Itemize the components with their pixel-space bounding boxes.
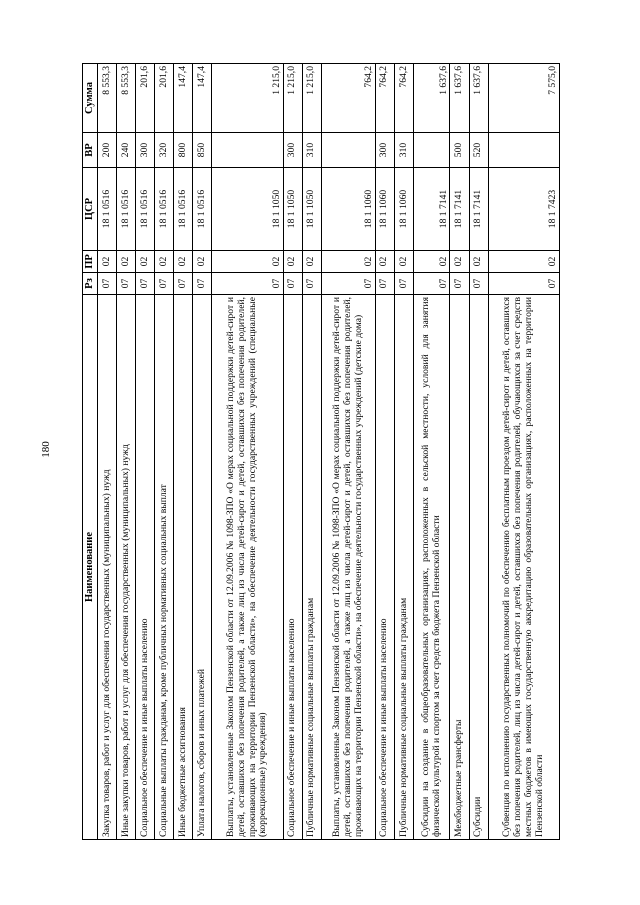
table-row bbox=[488, 64, 559, 840]
cell-rz: 07 bbox=[469, 273, 488, 295]
cell-vr: 240 bbox=[117, 133, 136, 168]
table-row bbox=[283, 64, 302, 840]
cell-name: Выплаты, установленные Законом Пензенской области от 12.09.2006 № 1098-ЗПО «О мерах социальной поддержки детей-сирот и детей, оставшихся без попечения родителей, а также лиц из числа детей-сирот и детей, оставшихся без попечения родителей, проживающих на территории Пензенской области», на обеспечение деятельности государственных учреждений (специальные (коррекционные) учреждения) bbox=[212, 295, 283, 840]
rotated-page-content bbox=[82, 64, 560, 840]
cell-vr bbox=[413, 133, 450, 168]
cell-vr: 300 bbox=[375, 133, 394, 168]
cell-rz: 07 bbox=[98, 273, 117, 295]
cell-name: Субвенция по исполнению государственных полномочий по обеспечению бесплатным проездом детей-сирот и детей, оставшихся без попечения родителей, лиц из числа детей-сирот и детей, оставшихся без попечения родителей, обучающихся за счет средств местных бюджетов в имеющих государственную аккредитацию образовательных организациях, расположенных на территории Пензенской области bbox=[488, 295, 559, 840]
cell-vr: 310 bbox=[394, 133, 413, 168]
cell-sum: 8 553,3 bbox=[98, 64, 117, 133]
table-row bbox=[136, 64, 155, 840]
table-row bbox=[321, 64, 375, 840]
header-name: Наименование bbox=[83, 295, 98, 840]
cell-name: Социальное обеспечение и иные выплаты населению bbox=[136, 295, 155, 840]
cell-sum: 1 215,0 bbox=[302, 64, 321, 133]
table-row bbox=[98, 64, 117, 840]
table-row bbox=[413, 64, 450, 840]
cell-rz: 07 bbox=[321, 273, 375, 295]
cell-sum: 201,6 bbox=[155, 64, 174, 133]
cell-sum: 7 575,0 bbox=[488, 64, 559, 133]
cell-pr: 02 bbox=[193, 251, 212, 273]
cell-name: Социальные выплаты гражданам, кроме публичных нормативных социальных выплат bbox=[155, 295, 174, 840]
cell-sum: 1 637,6 bbox=[469, 64, 488, 133]
cell-pr: 02 bbox=[283, 251, 302, 273]
cell-vr: 520 bbox=[469, 133, 488, 168]
cell-pr: 02 bbox=[212, 251, 283, 273]
cell-vr: 300 bbox=[283, 133, 302, 168]
cell-vr: 320 bbox=[155, 133, 174, 168]
cell-rz: 07 bbox=[193, 273, 212, 295]
cell-pr: 02 bbox=[174, 251, 193, 273]
table-header-row bbox=[83, 64, 98, 840]
cell-name: Выплаты, установленные Законом Пензенской области от 12.09.2006 № 1098-ЗПО «О мерах социальной поддержки детей-сирот и детей, оставшихся без попечения родителей, а также лиц из числа детей-сирот и детей, оставшихся без попечения родителей, проживающих на территории Пензенской области», на обеспечение деятельности государственных учреждений (детские дома) bbox=[321, 295, 375, 840]
cell-csr: 18 1 1050 bbox=[283, 168, 302, 251]
cell-sum: 201,6 bbox=[136, 64, 155, 133]
cell-pr: 02 bbox=[302, 251, 321, 273]
cell-name: Публичные нормативные социальные выплаты гражданам bbox=[394, 295, 413, 840]
cell-vr: 310 bbox=[302, 133, 321, 168]
cell-name: Социальное обеспечение и иные выплаты населению bbox=[375, 295, 394, 840]
cell-rz: 07 bbox=[283, 273, 302, 295]
cell-pr: 02 bbox=[98, 251, 117, 273]
cell-sum: 764,2 bbox=[321, 64, 375, 133]
cell-pr: 02 bbox=[155, 251, 174, 273]
cell-csr: 18 1 0516 bbox=[193, 168, 212, 251]
cell-csr: 18 1 0516 bbox=[136, 168, 155, 251]
cell-rz: 07 bbox=[155, 273, 174, 295]
cell-pr: 02 bbox=[117, 251, 136, 273]
cell-pr: 02 bbox=[375, 251, 394, 273]
cell-vr bbox=[321, 133, 375, 168]
cell-sum: 1 637,6 bbox=[450, 64, 469, 133]
cell-name: Межбюджетные трансферты bbox=[450, 295, 469, 840]
cell-sum: 147,4 bbox=[193, 64, 212, 133]
cell-pr: 02 bbox=[450, 251, 469, 273]
header-rz: Рз bbox=[83, 273, 98, 295]
header-vr: ВР bbox=[83, 133, 98, 168]
cell-csr: 18 1 7141 bbox=[413, 168, 450, 251]
table-row bbox=[174, 64, 193, 840]
table-row bbox=[375, 64, 394, 840]
cell-sum: 147,4 bbox=[174, 64, 193, 133]
table-row bbox=[117, 64, 136, 840]
cell-csr: 18 1 1060 bbox=[321, 168, 375, 251]
cell-csr: 18 1 0516 bbox=[117, 168, 136, 251]
cell-rz: 07 bbox=[302, 273, 321, 295]
cell-name: Социальное обеспечение и иные выплаты населению bbox=[283, 295, 302, 840]
cell-csr: 18 1 1050 bbox=[302, 168, 321, 251]
cell-rz: 07 bbox=[174, 273, 193, 295]
cell-sum: 764,2 bbox=[394, 64, 413, 133]
cell-vr bbox=[212, 133, 283, 168]
table-row bbox=[469, 64, 488, 840]
table-row bbox=[394, 64, 413, 840]
cell-rz: 07 bbox=[136, 273, 155, 295]
table-row bbox=[155, 64, 174, 840]
table-row bbox=[302, 64, 321, 840]
table-row bbox=[193, 64, 212, 840]
cell-name: Закупка товаров, работ и услуг для обеспечения государственных (муниципальных) нужд bbox=[98, 295, 117, 840]
header-csr: ЦСР bbox=[83, 168, 98, 251]
cell-pr: 02 bbox=[413, 251, 450, 273]
cell-csr: 18 1 1050 bbox=[212, 168, 283, 251]
table-row bbox=[450, 64, 469, 840]
cell-vr: 800 bbox=[174, 133, 193, 168]
cell-sum: 764,2 bbox=[375, 64, 394, 133]
cell-pr: 02 bbox=[394, 251, 413, 273]
cell-rz: 07 bbox=[212, 273, 283, 295]
cell-sum: 1 637,6 bbox=[413, 64, 450, 133]
cell-name: Иные бюджетные ассигнования bbox=[174, 295, 193, 840]
cell-sum: 8 553,3 bbox=[117, 64, 136, 133]
cell-sum: 1 215,0 bbox=[212, 64, 283, 133]
cell-name: Публичные нормативные социальные выплаты гражданам bbox=[302, 295, 321, 840]
cell-csr: 18 1 7423 bbox=[488, 168, 559, 251]
cell-csr: 18 1 0516 bbox=[174, 168, 193, 251]
cell-csr: 18 1 7141 bbox=[450, 168, 469, 251]
table-row bbox=[212, 64, 283, 840]
header-pr: ПР bbox=[83, 251, 98, 273]
cell-pr: 02 bbox=[488, 251, 559, 273]
cell-csr: 18 1 1060 bbox=[375, 168, 394, 251]
cell-name: Субсидии bbox=[469, 295, 488, 840]
cell-rz: 07 bbox=[394, 273, 413, 295]
cell-vr bbox=[488, 133, 559, 168]
cell-csr: 18 1 1060 bbox=[394, 168, 413, 251]
cell-vr: 300 bbox=[136, 133, 155, 168]
cell-vr: 850 bbox=[193, 133, 212, 168]
cell-csr: 18 1 0516 bbox=[155, 168, 174, 251]
cell-pr: 02 bbox=[321, 251, 375, 273]
header-sum: Сумма bbox=[83, 64, 98, 133]
cell-vr: 500 bbox=[450, 133, 469, 168]
cell-sum: 1 215,0 bbox=[283, 64, 302, 133]
budget-table bbox=[82, 63, 560, 840]
cell-vr: 200 bbox=[98, 133, 117, 168]
page-number: 180 bbox=[39, 441, 52, 458]
cell-csr: 18 1 0516 bbox=[98, 168, 117, 251]
cell-rz: 07 bbox=[413, 273, 450, 295]
cell-rz: 07 bbox=[117, 273, 136, 295]
cell-name: Иные закупки товаров, работ и услуг для обеспечения государственных (муниципальных) нужд bbox=[117, 295, 136, 840]
cell-rz: 07 bbox=[488, 273, 559, 295]
cell-csr: 18 1 7141 bbox=[469, 168, 488, 251]
cell-name: Уплата налогов, сборов и иных платежей bbox=[193, 295, 212, 840]
cell-rz: 07 bbox=[450, 273, 469, 295]
cell-pr: 02 bbox=[136, 251, 155, 273]
cell-rz: 07 bbox=[375, 273, 394, 295]
cell-name: Субсидии на создание в общеобразовательных организациях, расположенных в сельской местности, условий для занятия физической культурой и спортом за счет средств бюджета Пензенской области bbox=[413, 295, 450, 840]
cell-pr: 02 bbox=[469, 251, 488, 273]
